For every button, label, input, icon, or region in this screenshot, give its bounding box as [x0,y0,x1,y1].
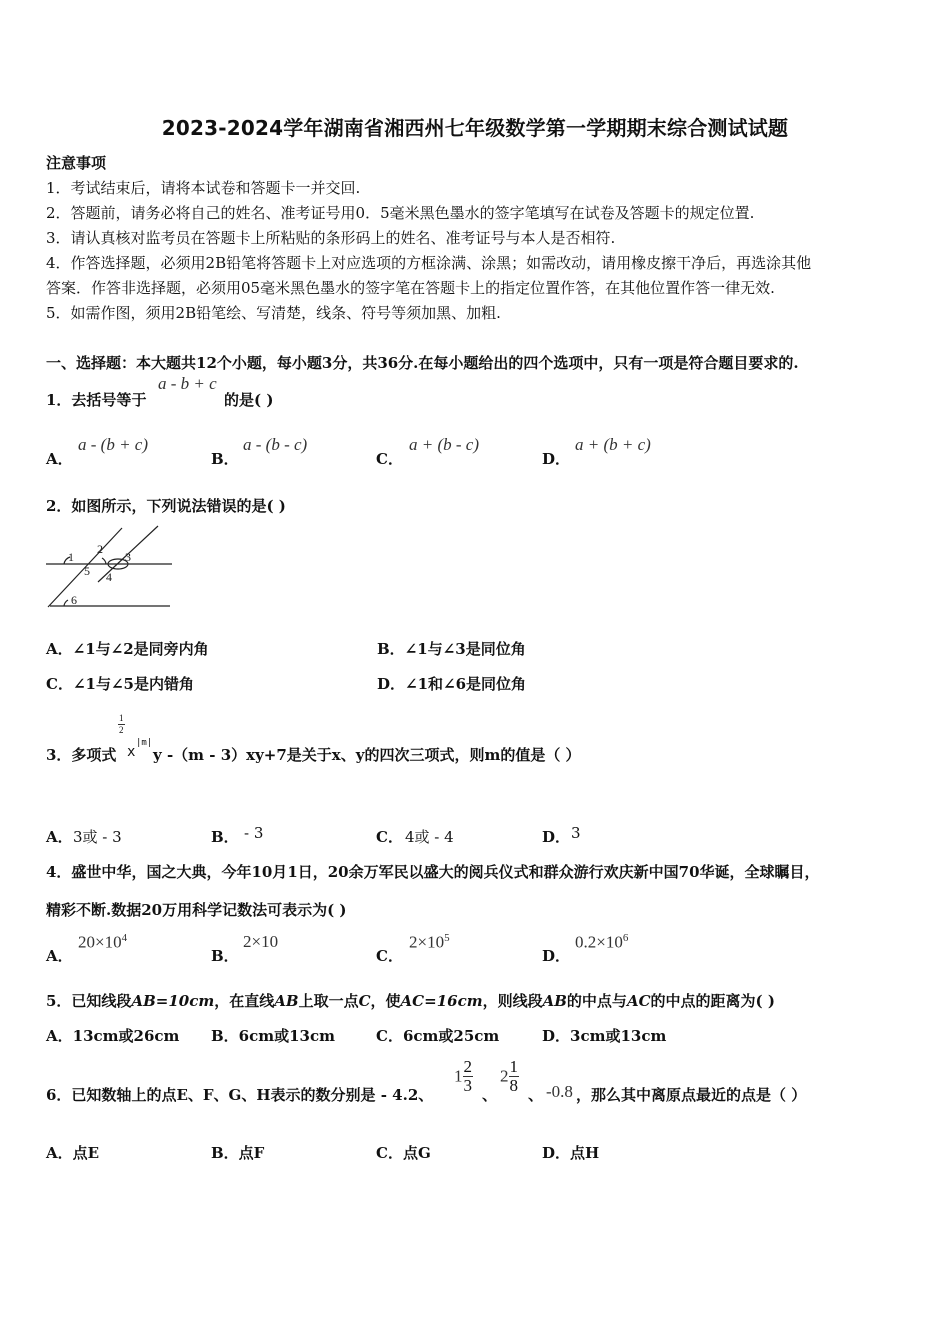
q1-option-b: a - (b - c) [243,435,308,454]
q6-m1-whole: 1 [454,1066,463,1086]
q3-fraction-top: 1 [119,713,124,723]
notice-item: 5．如需作图，须用2B铅笔绘、写清楚，线条、符号等须加黑、加粗. [46,304,501,322]
q3-fraction-bottom: 2 [119,725,124,735]
q4-option-d-exp: 6 [622,932,629,944]
q6-m1-fraction [463,1058,474,1095]
q5-stem [46,990,775,1011]
q5-math: AC [626,992,651,1010]
notice-item: 3．请认真核对监考员在答题卡上所粘贴的条形码上的姓名、准考证号与本人是否相符. [46,229,616,247]
q5-text: 上取一点 [298,992,359,1010]
q5-option-a: A．13cm或26cm [46,1027,180,1045]
angle-label-2: 2 [97,542,103,556]
q5-text: ，使 [370,992,401,1010]
page-title: 2023-2024学年湖南省湘西州七年级数学第一学期期末综合测试试题 [161,116,789,140]
q2-figure [40,520,180,615]
q3-variable-x: x [127,744,136,760]
arc-2 [102,558,106,564]
q2-stem: 2．如图所示，下列说法错误的是( ) [46,497,286,515]
q5-math: AB [274,992,299,1010]
q6-m1-num: 2 [463,1057,472,1076]
q5-text: 的中点与 [566,992,627,1010]
q5-option-b: B．6cm或13cm [211,1027,335,1045]
q6-mixed-number-1 [454,1058,473,1095]
q4-option-c-label: C． [376,947,403,965]
q5-math: AB=10cm [131,992,215,1010]
q6-m2-num: 1 [509,1057,518,1076]
q1-option-c: a + (b - c) [409,435,480,454]
q4-option-d [575,932,628,953]
q5-text: 5．已知线段 [46,992,132,1010]
notice-item: 4．作答选择题，必须用2B铅笔将答题卡上对应选项的方框涂满、涂黑；如需改动，请用橡皮擦干净后，再选涂其他 [46,254,812,272]
q1-prefix: 1．去括号等于 [46,391,147,409]
q6-m2-fraction [509,1058,520,1095]
q4-option-c-exp: 5 [444,932,450,944]
q6-option-b: B．点F [211,1144,265,1162]
angle-label-5: 5 [84,564,90,578]
section-heading: 一、选择题：本大题共12个小题，每小题3分，共36分.在每小题给出的四个选项中，只有一项是符合题目要求的. [46,354,799,372]
q6-option-d: D．点H [542,1144,600,1162]
q2-option-c: C．∠1与∠5是内错角 [46,675,194,693]
q3-option-c: 4或 - 4 [405,828,454,846]
q6-option-c: C．点G [376,1144,431,1162]
q4-option-b [243,932,278,952]
notice-heading: 注意事项 [46,154,107,172]
q5-math: C [358,992,371,1010]
angle-label-1: 1 [68,550,74,564]
q5-option-c: C．6cm或25cm [376,1027,500,1045]
q4-option-c-base: 2×10 [409,932,445,952]
q3-rest: y -（m - 3）xy+7是关于x、y的四次三项式，则m的值是（ ） [153,746,581,764]
q3-option-b-label: B． [211,828,239,846]
q3-option-d-label: D． [542,828,571,846]
q2-option-d: D．∠1和∠6是同位角 [377,675,527,693]
notice-item: 1．考试结束后，请将本试卷和答题卡一并交回. [46,179,361,197]
q6-separator: 、 [528,1086,544,1104]
q4-option-d-base: 0.2×10 [575,932,623,952]
q1-option-d: a + (b + c) [575,435,651,454]
q6-m2-whole: 2 [500,1066,509,1086]
arc-6 [64,600,68,606]
q1-option-b-label: B． [211,450,239,468]
q4-line-1: 4．盛世中华，国之大典，今年10月1日，20余万军民以盛大的阅兵仪式和群众游行欢庆新中国70华诞，全球瞩目， [46,863,820,881]
q6-separator: 、 [482,1086,498,1104]
q6-option-a: A．点E [46,1144,100,1162]
notice-item: 答案．作答非选择题，必须用05毫米黑色墨水的签字笔在答题卡上的指定位置作答，在其他位置作答一律无效. [46,279,775,297]
q1-option-a: a - (b + c) [78,435,149,454]
q6-mixed-number-2 [500,1058,519,1095]
q3-option-a-label: A． [46,828,73,846]
q4-option-a-label: A． [46,947,73,965]
q3-fraction [118,713,125,736]
q1-option-a-label: A． [46,450,73,468]
q6-m2-den: 8 [509,1076,518,1095]
angle-label-3: 3 [125,550,131,564]
q4-option-a-base: 20×10 [78,932,122,952]
q4-option-a [78,932,127,953]
angle-label-4: 4 [106,570,112,584]
q6-prefix: 6．已知数轴上的点E、F、G、H表示的数分别是 - 4.2、 [46,1086,434,1104]
q3-option-a: 3或 - 3 [73,828,122,846]
q3-prefix: 3．多项式 [46,746,117,764]
q6-m1-den: 3 [463,1076,472,1095]
q1-option-c-label: C． [376,450,403,468]
q3-exponent: |m| [136,738,153,748]
q4-option-b-base: 2×10 [243,932,279,951]
q3-option-d: 3 [571,824,581,842]
q5-option-d: D．3cm或13cm [542,1027,667,1045]
angle-label-6: 6 [71,593,77,607]
q4-option-c [409,932,450,953]
q4-option-a-exp: 4 [121,932,128,944]
q2-option-a: A．∠1与∠2是同旁内角 [46,640,209,658]
q1-option-d-label: D． [542,450,571,468]
q5-text: ，则线段 [482,992,543,1010]
q1-suffix: 的是( ) [224,391,274,409]
q5-math: AB [542,992,567,1010]
q6-value-4: -0.8 [546,1082,573,1101]
q6-suffix: ，那么其中离原点最近的点是（ ） [576,1086,807,1104]
q5-math: AC=16cm [400,992,483,1010]
q5-text: 的中点的距离为( ) [650,992,775,1010]
q5-text: ，在直线 [214,992,275,1010]
notice-item: 2．答题前，请务必将自己的姓名、准考证号用0．5毫米黑色墨水的签字笔填写在试卷及答题卡的规定位置. [46,204,755,222]
q3-option-c-label: C． [376,828,403,846]
q2-option-b: B．∠1与∠3是同位角 [377,640,526,658]
q4-option-b-label: B． [211,947,239,965]
q3-option-b: - 3 [244,824,264,842]
q1-expression: a - b + c [158,374,217,393]
q4-line-2: 精彩不断.数据20万用科学记数法可表示为( ) [46,901,347,919]
q4-option-d-label: D． [542,947,571,965]
